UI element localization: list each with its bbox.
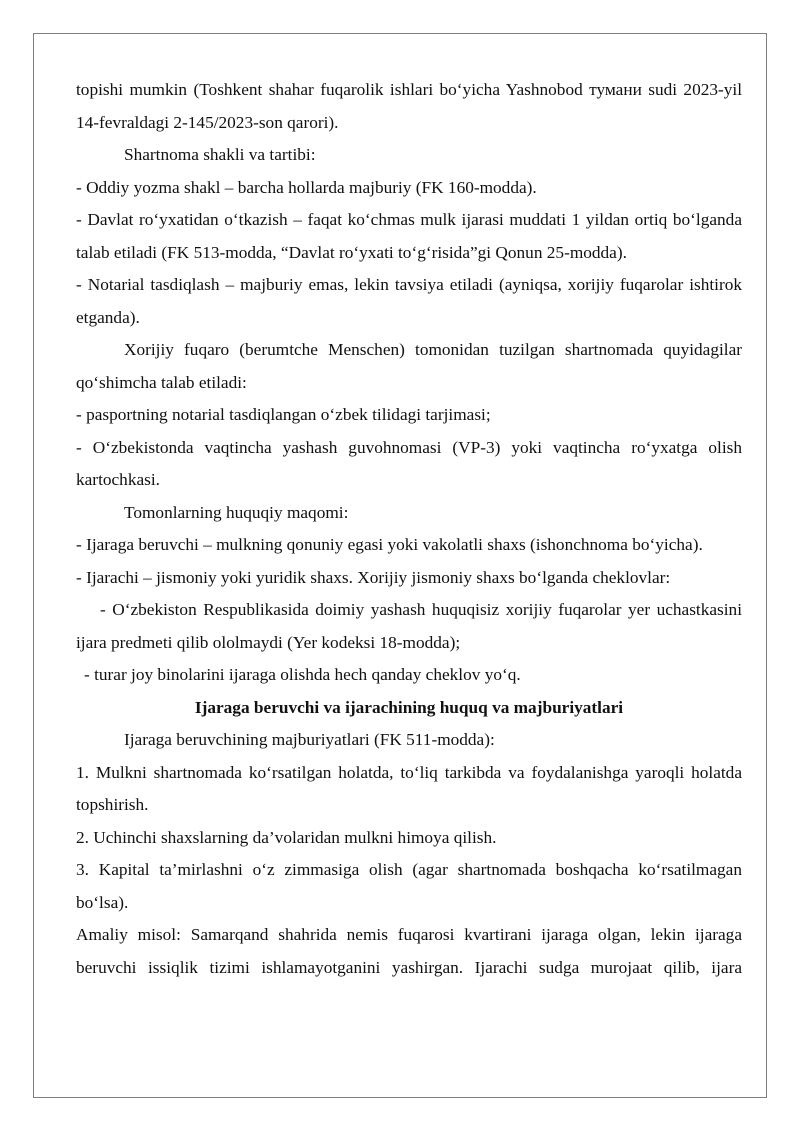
list-item-obligation-2: 2. Uchinchi shaxslarning da’volaridan mulkni himoya qilish. [76,827,497,847]
list-item-land-restriction: - O‘zbekiston Respublikasida doimiy yashash huquqisiz xorijiy fuqarolar yer uchastkasini ijara predmeti qilib ololmaydi (Yer kodeksi 18-modda); [76,600,742,652]
paragraph-parties-status-heading: Tomonlarning huquqiy maqomi: [124,502,349,522]
list-item-housing-no-restriction: - turar joy binolarini ijaraga olishda hech qanday cheklov yo‘q. [84,665,521,684]
document-body [76,74,742,984]
list-item-written-form: - Oddiy yozma shakl – barcha hollarda majburiy (FK 160-modda). [76,177,537,197]
list-item-state-registration: - Davlat ro‘yxatidan o‘tkazish – faqat ko‘chmas mulk ijarasi muddati 1 yildan ortiq bo‘lganda talab etiladi (FK 513-modda, “Davlat ro‘yxati to‘g‘risida”gi Qonun 25-modda). [76,210,742,262]
paragraph-practical-example: Amaliy misol: Samarqand shahrida nemis fuqarosi kvartirani ijaraga olgan, lekin ijaraga beruvchi issiqlik tizimi ishlamayotganini yashirgan. Ijarachi sudga murojaat qilib, ijara [76,925,742,977]
list-item-obligation-1: 1. Mulkni shartnomada ko‘rsatilgan holatda, to‘liq tarkibda va foydalanishga yaroqli holatda topshirish. [76,762,742,814]
paragraph-contract-form-heading: Shartnoma shakli va tartibi: [124,145,316,164]
list-item-lessor: - Ijaraga beruvchi – mulkning qonuniy egasi yoki vakolatli shaxs (ishonchnoma bo‘yicha). [76,535,703,554]
section-heading-rights-obligations: Ijaraga beruvchi va ijarachining huquq va majburiyatlari [194,697,624,717]
paragraph-court-reference: topishi mumkin (Toshkent shahar fuqarolik ishlari bo‘yicha Yashnobod тумани sudi 2023-yil 14-fevraldagi 2-145/2023-son qarori). [76,80,742,132]
list-item-obligation-3: 3. Kapital ta’mirlashni o‘z zimmasiga olish (agar shartnomada boshqacha ko‘rsatilmagan bo‘lsa). [76,860,742,912]
list-item-residence-permit: - O‘zbekistonda vaqtincha yashash guvohnomasi (VP-3) yoki vaqtincha ro‘yxatga olish kartochkasi. [76,437,742,489]
paragraph-foreign-citizen-requirements: Xorijiy fuqaro (berumtche Menschen) tomonidan tuzilgan shartnomada quyidagilar qo‘shimcha talab etiladi: [76,340,742,392]
list-item-notarial-certification: - Notarial tasdiqlash – majburiy emas, lekin tavsiya etiladi (ayniqsa, xorijiy fuqarolar ishtirok etganda). [76,275,742,327]
list-item-passport-translation: - pasportning notarial tasdiqlangan o‘zbek tilidagi tarjimasi; [76,405,491,424]
paragraph-lessor-obligations-heading: Ijaraga beruvchining majburiyatlari (FK 511-modda): [124,730,495,749]
list-item-lessee: - Ijarachi – jismoniy yoki yuridik shaxs. Xorijiy jismoniy shaxs bo‘lganda cheklovlar: [76,567,671,587]
